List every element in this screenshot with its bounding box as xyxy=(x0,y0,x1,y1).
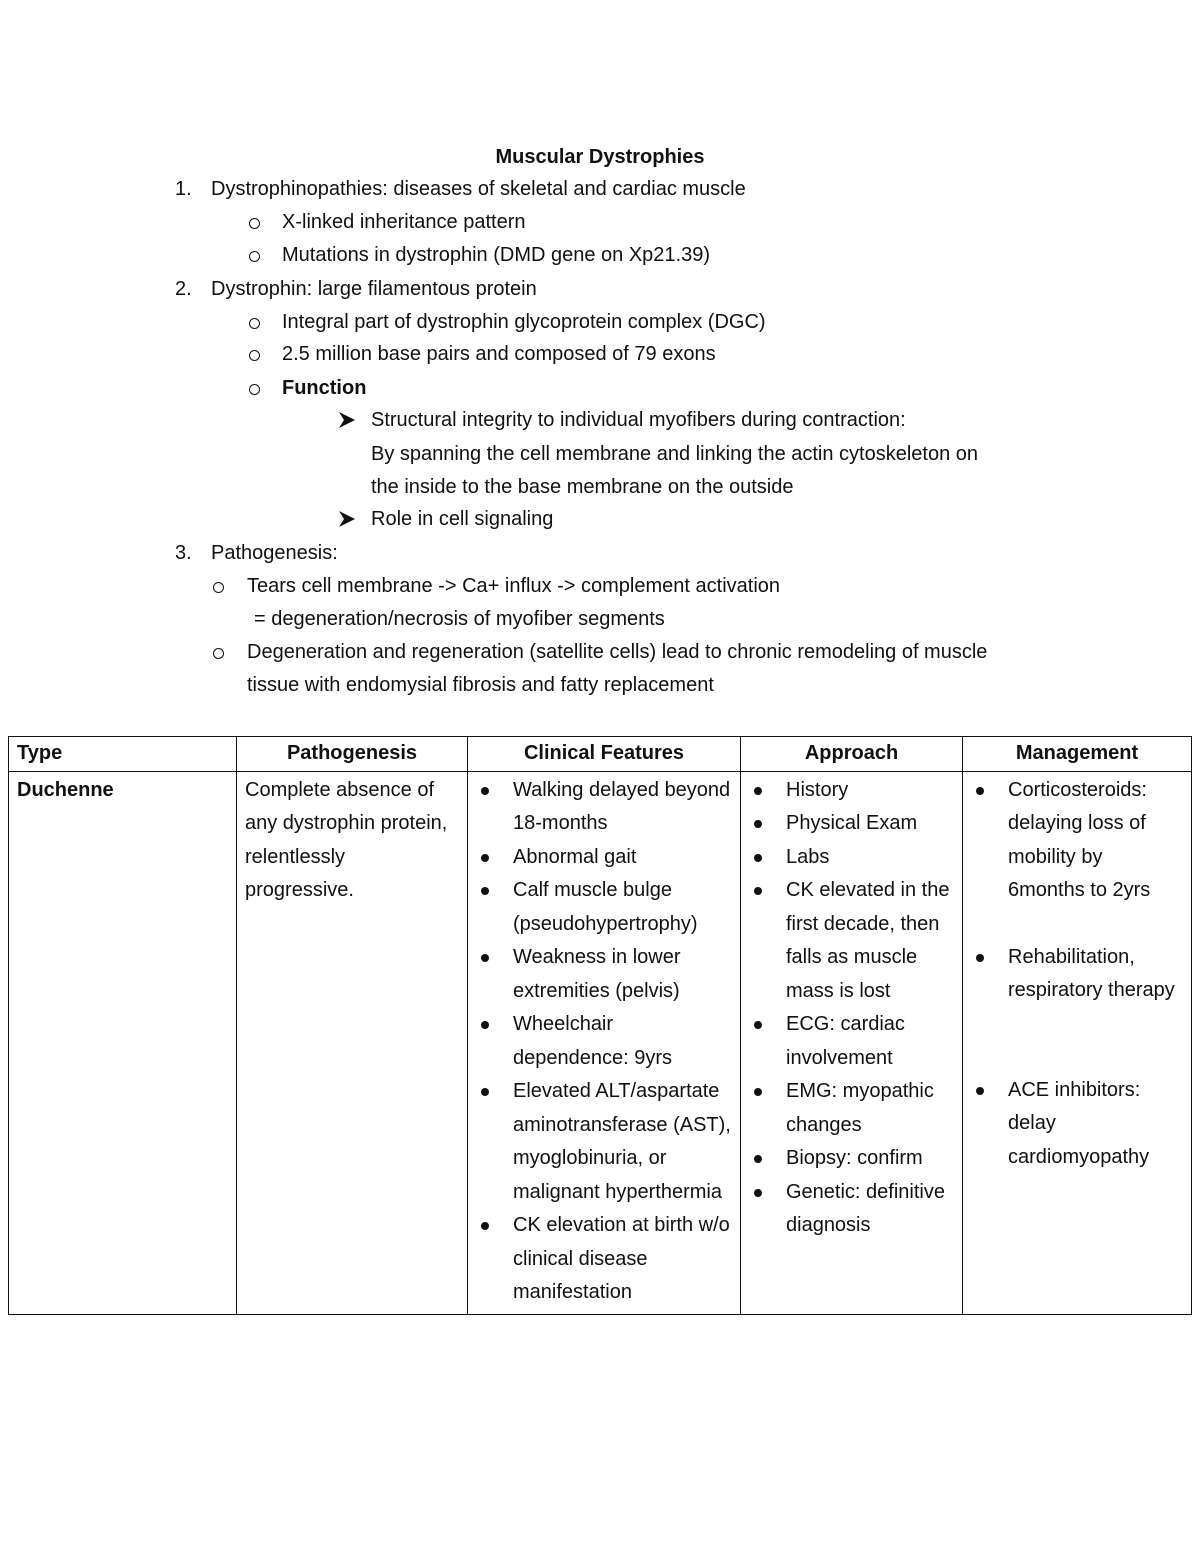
table-header-row xyxy=(9,737,1192,772)
cell-approach xyxy=(741,771,963,1314)
bullet-icon xyxy=(754,887,762,895)
section-heading: Dystrophin: large filamentous protein xyxy=(211,278,537,300)
bullet-icon xyxy=(754,1088,762,1096)
list-item: Physical Exam xyxy=(749,807,954,841)
bullet-icon xyxy=(481,1088,489,1096)
section-number: 1. xyxy=(175,178,192,200)
list-item: History xyxy=(749,774,954,808)
bullet-icon xyxy=(976,954,984,962)
approach-list xyxy=(749,774,954,1243)
column-header-pathogenesis: Pathogenesis xyxy=(237,737,468,772)
arrowhead-bullet-icon xyxy=(338,411,356,429)
bullet-icon xyxy=(976,1087,984,1095)
list-item: Walking delayed beyond 18-months xyxy=(476,774,732,841)
column-header-approach: Approach xyxy=(741,737,963,772)
outline-item-continued: tissue with endomysial fibrosis and fatty replacement xyxy=(247,674,714,696)
list-item: Weakness in lower extremities (pelvis) xyxy=(476,941,732,1008)
list-item: Rehabilitation, respiratory therapy xyxy=(971,941,1183,1008)
list-item: CK elevation at birth w/o clinical disease manifestation xyxy=(476,1209,732,1310)
outline-item-continued: = degeneration/necrosis of myofiber segments xyxy=(254,608,665,630)
bullet-icon xyxy=(481,854,489,862)
outline-item: 2.5 million base pairs and composed of 79 exons xyxy=(282,343,716,365)
outline-subitem-continued: By spanning the cell membrane and linking the actin cytoskeleton on xyxy=(371,443,979,465)
arrowhead-bullet-icon xyxy=(338,510,356,528)
column-header-management: Management xyxy=(963,737,1192,772)
cell-management xyxy=(963,771,1192,1314)
bullet-icon xyxy=(481,887,489,895)
list-item: ACE inhibitors: delay cardiomyopathy xyxy=(971,1074,1183,1175)
list-item: CK elevated in the first decade, then falls as muscle mass is lost xyxy=(749,874,954,1008)
table-row xyxy=(9,771,1192,1314)
list-item: ECG: cardiac involvement xyxy=(749,1008,954,1075)
list-item: Corticosteroids: delaying loss of mobility by 6months to 2yrs xyxy=(971,774,1183,908)
outline-subitem-continued: the inside to the base membrane on the outside xyxy=(371,476,794,498)
hollow-bullet-icon xyxy=(249,384,260,395)
cell-clinical-features xyxy=(468,771,741,1314)
list-item: Wheelchair dependence: 9yrs xyxy=(476,1008,732,1075)
list-item: Genetic: definitive diagnosis xyxy=(749,1176,954,1243)
section-number: 3. xyxy=(175,542,192,564)
bullet-icon xyxy=(754,820,762,828)
hollow-bullet-icon xyxy=(249,218,260,229)
clinical-features-list xyxy=(476,774,732,1310)
list-item: EMG: myopathic changes xyxy=(749,1075,954,1142)
list-item: Labs xyxy=(749,841,954,875)
outline-item: Integral part of dystrophin glycoprotein complex (DGC) xyxy=(282,311,766,333)
bullet-icon xyxy=(976,787,984,795)
hollow-bullet-icon xyxy=(249,251,260,262)
hollow-bullet-icon xyxy=(249,350,260,361)
bullet-icon xyxy=(754,1189,762,1197)
cell-pathogenesis: Complete absence of any dystrophin protein, relentlessly progressive. xyxy=(237,771,468,1314)
management-list xyxy=(971,774,1183,1175)
column-header-type: Type xyxy=(9,737,237,772)
outline-item: Tears cell membrane -> Ca+ influx -> complement activation xyxy=(247,575,781,597)
bullet-icon xyxy=(481,1021,489,1029)
outline-item: X-linked inheritance pattern xyxy=(282,211,526,233)
section-heading: Pathogenesis: xyxy=(211,542,338,564)
outline-item: Degeneration and regeneration (satellite cells) lead to chronic remodeling of muscle xyxy=(247,641,988,663)
hollow-bullet-icon xyxy=(249,318,260,329)
list-item: Abnormal gait xyxy=(476,841,732,875)
section-heading: Dystrophinopathies: diseases of skeletal and cardiac muscle xyxy=(211,178,746,200)
bullet-icon xyxy=(481,1222,489,1230)
list-item: Elevated ALT/aspartate aminotransferase (AST), myoglobinuria, or malignant hyperthermia xyxy=(476,1075,732,1209)
bullet-icon xyxy=(754,854,762,862)
outline-item-function: Function xyxy=(282,377,367,399)
bullet-icon xyxy=(754,1021,762,1029)
outline-subitem: Structural integrity to individual myofibers during contraction: xyxy=(371,409,906,431)
muscular-dystrophy-table xyxy=(8,736,1192,1315)
bullet-icon xyxy=(754,787,762,795)
bullet-icon xyxy=(481,954,489,962)
outline-subitem: Role in cell signaling xyxy=(371,508,554,530)
column-header-clinical-features: Clinical Features xyxy=(468,737,741,772)
list-item: Calf muscle bulge (pseudohypertrophy) xyxy=(476,874,732,941)
list-item: Biopsy: confirm xyxy=(749,1142,954,1176)
bullet-icon xyxy=(754,1155,762,1163)
hollow-bullet-icon xyxy=(213,582,224,593)
hollow-bullet-icon xyxy=(213,648,224,659)
document-title: Muscular Dystrophies xyxy=(495,146,705,168)
bullet-icon xyxy=(481,787,489,795)
cell-type: Duchenne xyxy=(9,771,237,1314)
outline-item: Mutations in dystrophin (DMD gene on Xp21.39) xyxy=(282,244,711,266)
section-number: 2. xyxy=(175,278,192,300)
